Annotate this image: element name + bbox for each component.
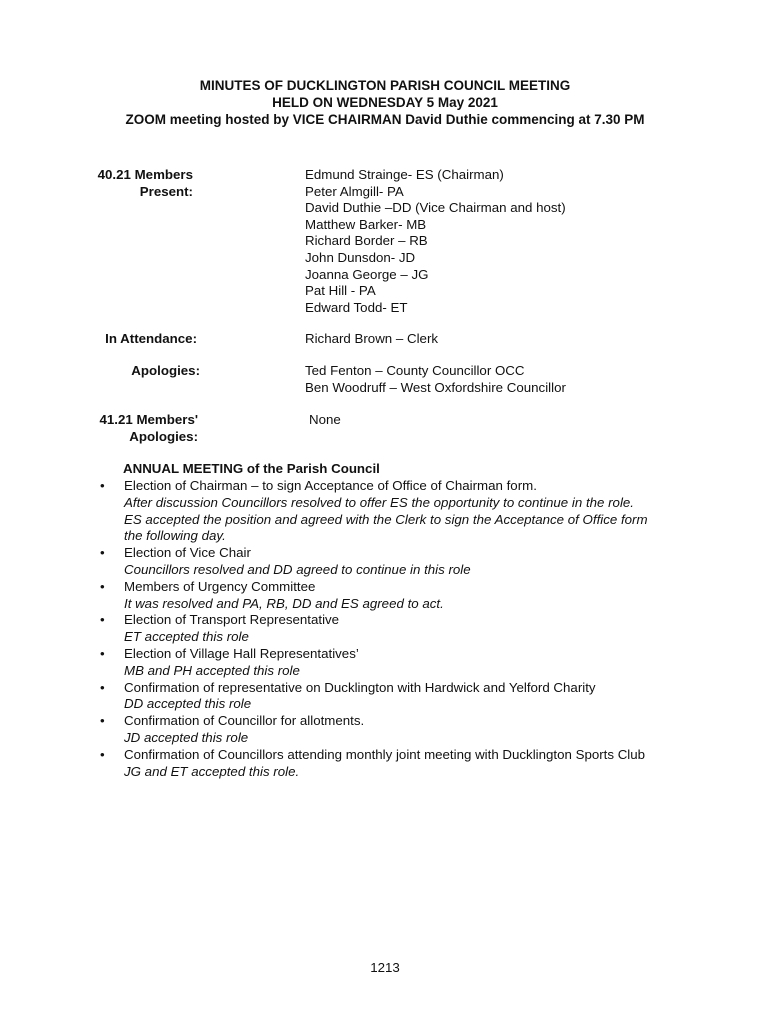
member-name: Edmund Strainge- ES (Chairman) (305, 167, 504, 182)
member-name: Edward Todd- ET (305, 299, 408, 315)
bullet-icon: • (100, 478, 105, 493)
agenda-item-note: ES accepted the position and agreed with the Clerk to sign the Acceptance of Office form (124, 511, 648, 527)
list-item (96, 713, 716, 747)
member-name: John Dunsdon- JD (305, 249, 416, 265)
apologies-label: Apologies: (131, 363, 200, 378)
agenda-item-text: Election of Transport Representative (124, 612, 340, 628)
agenda-item-note: DD accepted this role (124, 696, 252, 712)
member-name: David Duthie –DD (Vice Chairman and host) (305, 200, 566, 216)
agenda-item-text: Election of Village Hall Representatives’ (124, 645, 359, 661)
bullet-icon: • (100, 746, 105, 762)
members-apologies-value: None (309, 412, 341, 427)
member-name: Matthew Barker- MB (305, 216, 427, 232)
apologies-list (305, 363, 566, 396)
members-apologies-label-line1: 41.21 Members' (99, 412, 198, 427)
bullet-icon: • (100, 713, 105, 729)
agenda-item-text: Election of Chairman – to sign Acceptance of Office of Chairman form. (124, 478, 537, 493)
bullet-icon: • (100, 612, 105, 628)
members-present-label-line2: Present: (139, 183, 193, 199)
agenda-item-note: JG and ET accepted this role. (124, 763, 300, 779)
list-item (96, 478, 716, 545)
list-item (96, 646, 716, 680)
list-item (96, 545, 716, 579)
apology-entry: Ben Woodruff – West Oxfordshire Councillor (305, 379, 566, 395)
annual-meeting-heading: ANNUAL MEETING of the Parish Council (123, 461, 380, 476)
bullet-icon: • (100, 645, 105, 661)
agenda-item-text: Members of Urgency Committee (124, 578, 316, 594)
agenda-item-note: Councillors resolved and DD agreed to continue in this role (124, 561, 471, 577)
agenda-item-note: It was resolved and PA, RB, DD and ES agreed to act. (124, 595, 444, 611)
member-name: Pat Hill - PA (305, 283, 376, 299)
apology-entry: Ted Fenton – County Councillor OCC (305, 363, 525, 378)
list-item (96, 680, 716, 714)
minutes-title: MINUTES OF DUCKLINGTON PARISH COUNCIL MEETING (199, 78, 571, 93)
members-present-label-line1: 40.21 Members (97, 167, 193, 182)
bullet-icon: • (100, 545, 105, 561)
member-name: Joanna George – JG (305, 266, 429, 282)
agenda-item-note: the following day. (124, 528, 226, 544)
members-apologies-label-line2: Apologies: (129, 428, 198, 444)
page-number: 1213 (370, 960, 400, 975)
meeting-date: HELD ON WEDNESDAY 5 May 2021 (272, 95, 498, 110)
meeting-host-line: ZOOM meeting hosted by VICE CHAIRMAN David Duthie commencing at 7.30 PM (125, 112, 645, 127)
in-attendance-value: Richard Brown – Clerk (305, 331, 439, 346)
bullet-icon: • (100, 578, 105, 594)
agenda-item-note: ET accepted this role (124, 629, 249, 645)
list-item (96, 579, 716, 613)
member-name: Peter Almgill- PA (305, 183, 404, 199)
members-apologies-label (99, 412, 198, 445)
agenda-item-note: After discussion Councillors resolved to offer ES the opportunity to continue in the role. (124, 494, 634, 510)
annual-meeting-list (96, 478, 716, 780)
members-present-list (305, 167, 566, 316)
agenda-item-text: Confirmation of representative on Ducklington with Hardwick and Yelford Charity (124, 679, 596, 695)
members-present-label (98, 167, 193, 200)
agenda-item-text: Confirmation of Councillors attending monthly joint meeting with Ducklington Sports Club (124, 746, 646, 762)
bullet-icon: • (100, 679, 105, 695)
agenda-item-note: MB and PH accepted this role (124, 662, 300, 678)
agenda-item-note: JD accepted this role (124, 729, 249, 745)
agenda-item-text: Confirmation of Councillor for allotments. (124, 713, 365, 729)
list-item (96, 612, 716, 646)
agenda-item-text: Election of Vice Chair (124, 545, 251, 561)
in-attendance-label: In Attendance: (105, 331, 197, 346)
list-item (96, 747, 716, 781)
member-name: Richard Border – RB (305, 233, 428, 249)
